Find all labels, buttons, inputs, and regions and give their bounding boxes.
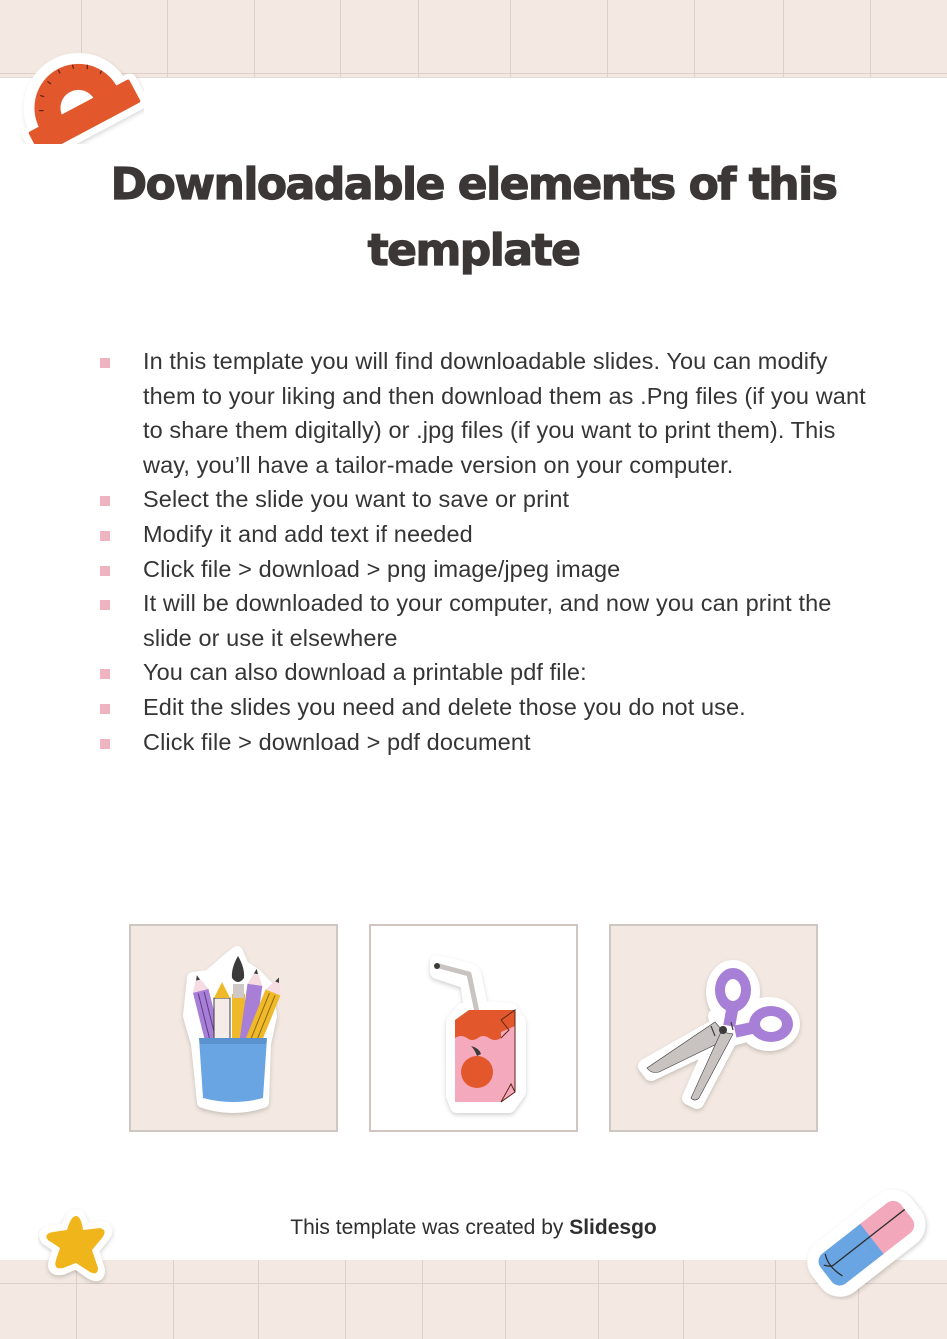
bullet-square-icon (100, 496, 110, 506)
pencil-cup-icon (131, 926, 336, 1130)
instructions-list (98, 344, 868, 759)
bullet-square-icon (100, 358, 110, 368)
grid-line (345, 1260, 346, 1339)
list-item-text: It will be downloaded to your computer, and now you can print the slide or use it elsewhere (143, 590, 832, 651)
list-item-text: Modify it and add text if needed (143, 520, 473, 547)
list-item (98, 690, 868, 725)
grid-line (418, 0, 419, 77)
list-item-text: You can also download a printable pdf file: (143, 659, 587, 686)
list-item-text: Click file > download > pdf document (143, 728, 531, 755)
grid-line (607, 0, 608, 77)
grid-line (510, 0, 511, 77)
list-item (98, 725, 868, 760)
grid-line (598, 1260, 599, 1339)
list-item (98, 586, 868, 655)
tile-juice-box[interactable] (369, 924, 578, 1132)
grid-line (505, 1260, 506, 1339)
page-title: Downloadable elements of this template (110, 159, 837, 276)
list-item (98, 482, 868, 517)
bullet-square-icon (100, 739, 110, 749)
grid-line (783, 0, 784, 77)
tile-pencil-cup[interactable] (129, 924, 338, 1132)
grid-line (258, 1260, 259, 1339)
list-item-text: Edit the slides you need and delete those you do not use. (143, 693, 746, 720)
bullet-square-icon (100, 566, 110, 576)
grid-line (422, 1260, 423, 1339)
downloadable-elements-gallery (129, 924, 819, 1132)
bullet-square-icon (100, 531, 110, 541)
list-item (98, 517, 868, 552)
grid-line (775, 1260, 776, 1339)
grid-line (870, 0, 871, 77)
grid-line (694, 0, 695, 77)
grid-line (683, 1260, 684, 1339)
grid-line (254, 0, 255, 77)
list-item (98, 655, 868, 690)
eraser-sticker-icon (802, 1188, 932, 1300)
scissors-icon (611, 926, 816, 1130)
list-item-text: In this template you will find downloadable slides. You can modify them to your liking and then download them as .Png files (if you want to share them digitally) or .jpg files (if you want to print them). This way, you’ll have a tailor-made version on your computer. (143, 348, 866, 478)
juice-box-icon (371, 926, 576, 1130)
grid-line (167, 0, 168, 77)
list-item (98, 552, 868, 587)
bullet-square-icon (100, 600, 110, 610)
list-item-text: Click file > download > png image/jpeg image (143, 555, 621, 582)
bullet-square-icon (100, 669, 110, 679)
brand-name: Slidesgo (569, 1216, 657, 1239)
list-item-text: Select the slide you want to save or print (143, 486, 570, 513)
tile-scissors[interactable] (609, 924, 818, 1132)
bullet-square-icon (100, 704, 110, 714)
star-sticker-icon (38, 1208, 120, 1284)
protractor-sticker-icon (14, 34, 144, 144)
grid-line (173, 1260, 174, 1339)
credit-text: This template was created by (290, 1216, 570, 1239)
list-item (98, 344, 868, 482)
grid-line (340, 0, 341, 77)
